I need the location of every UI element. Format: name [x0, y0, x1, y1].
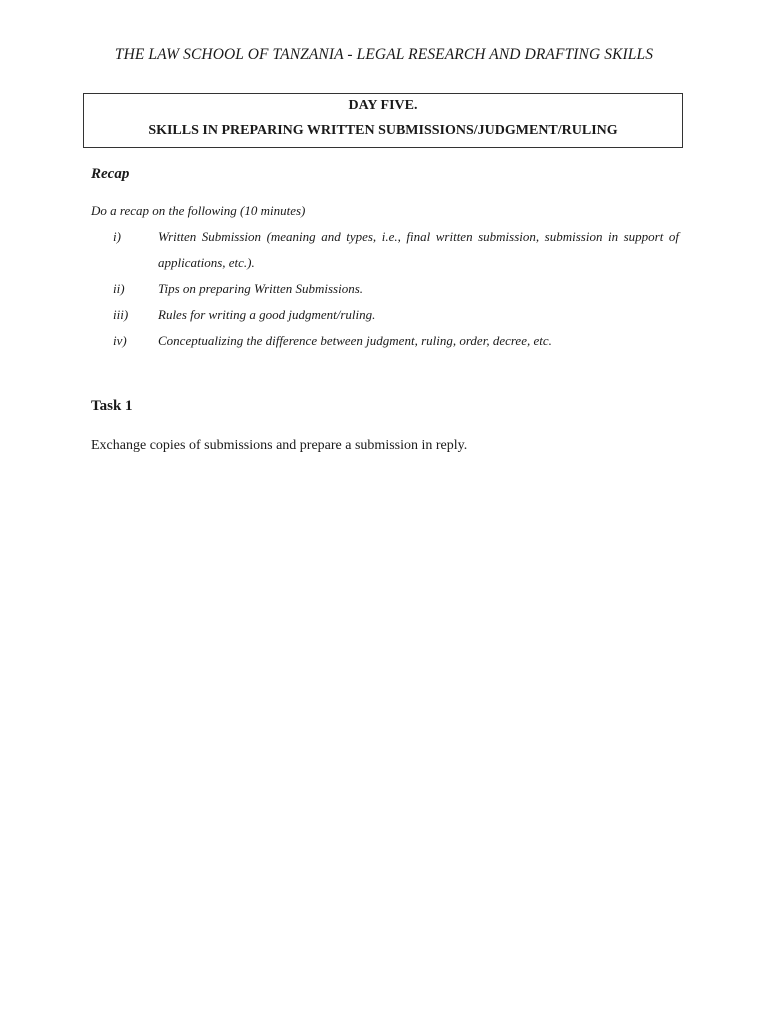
list-item-number: iv): [113, 333, 127, 348]
task-text: Exchange copies of submissions and prepare a submission in reply.: [91, 438, 468, 453]
session-title: SKILLS IN PREPARING WRITTEN SUBMISSIONS/JUDGMENT/RULING: [148, 123, 618, 138]
list-item-text: Conceptualizing the difference between judgment, ruling, order, decree, etc.: [158, 333, 552, 348]
list-item-number: i): [113, 229, 121, 244]
title-box: [83, 93, 683, 148]
list-item-number: iii): [113, 307, 129, 322]
recap-intro: Do a recap on the following (10 minutes): [91, 203, 306, 218]
list-item-number: ii): [113, 281, 125, 296]
list-item-text: Written Submission (meaning and types, i.e., final written submission, submission in support of applications, etc.).: [158, 229, 679, 270]
running-header: THE LAW SCHOOL OF TANZANIA - LEGAL RESEARCH AND DRAFTING SKILLS: [114, 46, 654, 63]
task-heading: Task 1: [91, 398, 133, 414]
list-item-text: Tips on preparing Written Submissions.: [158, 281, 364, 296]
list-item-text: Rules for writing a good judgment/ruling.: [158, 307, 376, 322]
day-title: DAY FIVE.: [348, 98, 418, 113]
recap-heading: Recap: [91, 166, 130, 182]
